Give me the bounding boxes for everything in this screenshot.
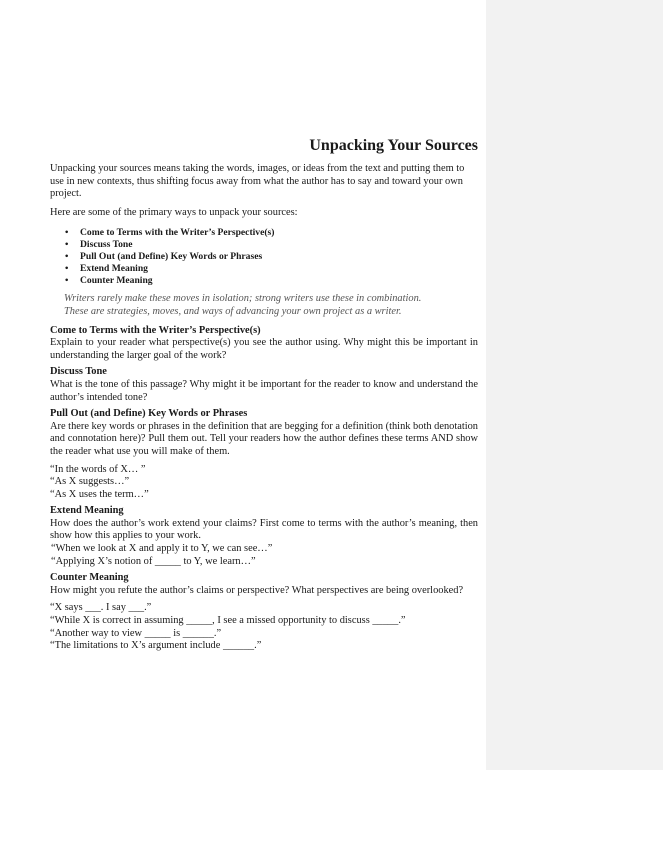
intro-paragraph: Unpacking your sources means taking the words, images, or ideas from the text and putting them to use in new contexts, thus shifting focus away from what the author has to say and toward your own project. — [50, 163, 465, 200]
lead-paragraph: Here are some of the primary ways to unpack your sources: — [50, 206, 298, 218]
section-body: What is the tone of this passage? Why might it be important for the reader to know and understand the author’s intended tone? — [50, 378, 478, 403]
italic-note — [50, 293, 478, 318]
section-counter-meaning — [50, 572, 478, 653]
list-item: • Discuss Tone — [80, 239, 478, 251]
template-phrases — [50, 602, 478, 652]
section-heading: Discuss Tone — [50, 366, 107, 378]
template-phrase: “As X suggests…” — [50, 476, 130, 488]
section-come-to-terms — [50, 325, 478, 363]
list-item: • Counter Meaning — [80, 275, 478, 287]
note-line: Writers rarely make these moves in isolation; strong writers use these in combination. — [64, 293, 422, 305]
section-body: How might you refute the author’s claims or perspective? What perspectives are being overlooked? — [50, 584, 464, 596]
moves-list — [50, 227, 478, 287]
section-key-words — [50, 408, 478, 501]
section-discuss-tone — [50, 366, 478, 404]
section-body: How does the author’s work extend your claims? First come to terms with the author’s meaning, then show how this applies to your work. — [50, 517, 478, 542]
template-phrases — [50, 464, 478, 502]
section-heading: Extend Meaning — [50, 505, 124, 517]
template-phrase: “Applying X’s notion of _____ to Y, we learn…” — [51, 555, 256, 567]
section-heading: Counter Meaning — [50, 572, 129, 584]
list-item: • Pull Out (and Define) Key Words or Phrases — [80, 251, 478, 263]
note-line: These are strategies, moves, and ways of advancing your own project as a writer. — [64, 305, 402, 317]
template-phrase: “Another way to view _____ is ______.” — [50, 627, 222, 639]
section-body: Are there key words or phrases in the definition that are begging for a definition (think both denotation and connotation here)? Pull them out. Tell your readers how the author defines these terms AND show the reader what use you will make of them. — [50, 420, 478, 457]
template-phrases — [50, 543, 478, 568]
template-phrase: “When we look at X and apply it to Y, we can see…” — [51, 543, 273, 555]
template-phrase: “In the words of X… ” — [50, 463, 146, 475]
template-phrase: “X says ___. I say ___.” — [50, 602, 152, 614]
comment-margin-pane — [486, 0, 663, 770]
template-phrase: “As X uses the term…” — [50, 488, 149, 500]
template-phrase: “While X is correct in assuming _____, I see a missed opportunity to discuss _____.” — [50, 615, 406, 627]
template-phrase: “The limitations to X’s argument include ______.” — [50, 640, 262, 652]
list-item: • Extend Meaning — [80, 263, 478, 275]
section-body: Explain to your reader what perspective(s) you see the author using. Why might this be important in understanding the larger goal of the work? — [50, 337, 478, 361]
list-item: • Come to Terms with the Writer’s Perspective(s) — [80, 227, 478, 239]
page-title: Unpacking Your Sources — [309, 137, 478, 154]
section-heading: Pull Out (and Define) Key Words or Phrases — [50, 408, 248, 420]
section-extend-meaning — [50, 505, 478, 568]
document-body — [50, 136, 478, 653]
section-heading: Come to Terms with the Writer’s Perspective(s) — [50, 324, 261, 336]
